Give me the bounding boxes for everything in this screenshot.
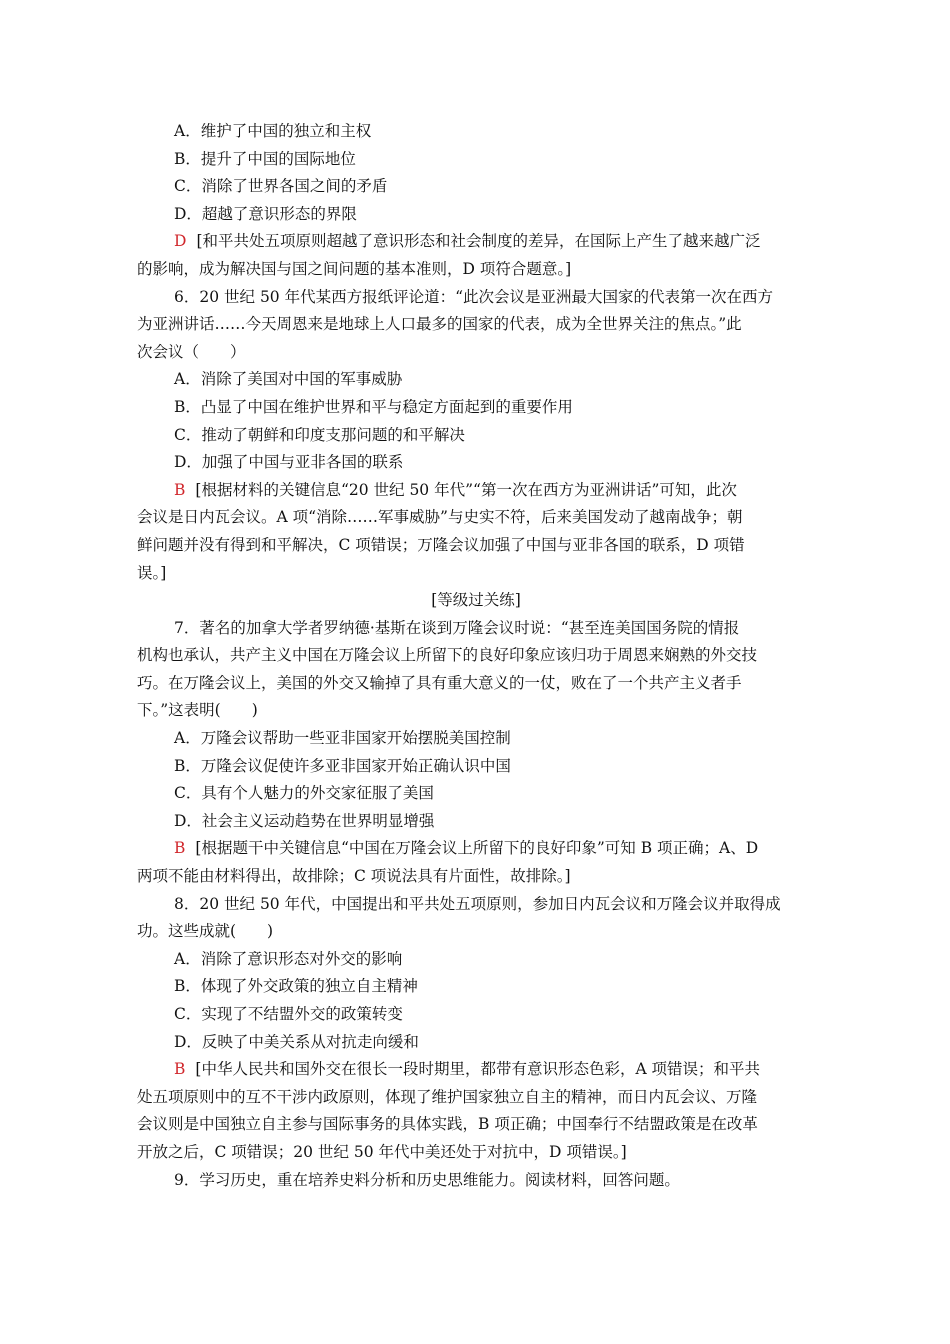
option-d: D．超越了意识形态的界限 (174, 204, 357, 223)
option-c: C．消除了世界各国之间的矛盾 (174, 177, 388, 196)
question-stem: 9．学习历史，重在培养史料分析和历史思维能力。阅读材料，回答问题。 (174, 1170, 680, 1189)
answer-letter: B (174, 480, 186, 499)
explanation-text: [根据题干中关键信息“中国在万隆会议上所留下的良好印象”可知 B 项正确；A、D (195, 839, 759, 858)
option-b: B．凸显了中国在维护世界和平与稳定方面起到的重要作用 (174, 397, 573, 416)
document-body (137, 118, 815, 1194)
option-d: D．社会主义运动趋势在世界明显增强 (174, 811, 435, 830)
option-a: A．万隆会议帮助一些亚非国家开始摆脱美国控制 (174, 729, 511, 748)
question-stem: 6．20 世纪 50 年代某西方报纸评论道：“此次会议是亚洲最大国家的代表第一次在西方 (174, 287, 774, 306)
explanation-line: 会议则是中国独立自主参与国际事务的具体实践，B 项正确；中国奉行不结盟政策是在改革 (137, 1115, 758, 1134)
explanation-line: 两项不能由材料得出，故排除；C 项说法具有片面性，故排除。] (137, 867, 571, 886)
option-d: D．加强了中国与亚非各国的联系 (174, 453, 404, 472)
question-stem: 7．著名的加拿大学者罗纳德·基斯在谈到万隆会议时说：“甚至连美国国务院的情报 (174, 618, 740, 637)
explanation-line (137, 228, 815, 256)
section-title: [等级过关练] (431, 591, 521, 610)
option-d: D．反映了中美关系从对抗走向缓和 (174, 1032, 419, 1051)
explanation-line: 会议是日内瓦会议。A 项“消除……军事威胁”与史实不符，后来美国发动了越南战争；朝 (137, 508, 743, 527)
explanation-line: 误。] (137, 563, 167, 582)
question-stem: 次会议（ ） (137, 342, 246, 361)
question-stem: 功。这些成就( ) (137, 922, 274, 941)
answer-letter: B (174, 1060, 186, 1079)
explanation-text: [和平共处五项原则超越了意识形态和社会制度的差异，在国际上产生了越来越广泛 (196, 232, 761, 251)
question-stem: 8．20 世纪 50 年代，中国提出和平共处五项原则，参加日内瓦会议和万隆会议并取得成 (174, 894, 781, 913)
explanation-text: [根据材料的关键信息“20 世纪 50 年代”“第一次在西方为亚洲讲话”可知，此次 (195, 480, 737, 499)
answer-letter: D (174, 232, 187, 251)
question-9 (137, 1167, 815, 1195)
answer-letter: B (174, 839, 186, 858)
explanation-line (137, 477, 815, 505)
option-c: C．推动了朝鲜和印度支那问题的和平解决 (174, 425, 465, 444)
question-8 (137, 891, 815, 1167)
explanation-text: [中华人民共和国外交在很长一段时期里，都带有意识形态色彩，A 项错误；和平共 (195, 1060, 761, 1079)
explanation-line: 的影响，成为解决国与国之间问题的基本准则，D 项符合题意。] (137, 259, 572, 278)
option-a: A．维护了中国的独立和主权 (174, 122, 372, 140)
question-7 (137, 615, 815, 891)
question-5 (137, 118, 815, 284)
explanation-line: 开放之后，C 项错误；20 世纪 50 年代中美还处于对抗中，D 项错误。] (137, 1142, 627, 1161)
option-a: A．消除了意识形态对外交的影响 (174, 949, 403, 968)
question-stem: 巧。在万隆会议上，美国的外交又输掉了具有重大意义的一仗，败在了一个共产主义者手 (137, 673, 742, 692)
option-a: A．消除了美国对中国的军事威胁 (174, 370, 403, 389)
option-b: B．提升了中国的国际地位 (174, 149, 356, 168)
explanation-line: 鲜问题并没有得到和平解决，C 项错误；万隆会议加强了中国与亚非各国的联系，D 项错 (137, 535, 745, 554)
explanation-line: 处五项原则中的互不干涉内政原则，体现了维护国家独立自主的精神，而日内瓦会议、万隆 (137, 1087, 758, 1106)
question-stem: 下。”这表明( ) (137, 701, 258, 720)
question-stem: 为亚洲讲话……今天周恩来是地球上人口最多的国家的代表，成为全世界关注的焦点。”此 (137, 315, 742, 334)
option-c: C．具有个人魅力的外交家征服了美国 (174, 784, 434, 803)
option-b: B．万隆会议促使许多亚非国家开始正确认识中国 (174, 756, 511, 775)
option-b: B．体现了外交政策的独立自主精神 (174, 977, 418, 996)
explanation-line (137, 835, 815, 863)
option-c: C．实现了不结盟外交的政策转变 (174, 1005, 403, 1023)
question-6 (137, 284, 815, 588)
explanation-line (137, 1056, 815, 1084)
question-stem: 机构也承认，共产主义中国在万隆会议上所留下的良好印象应该归功于周恩来娴熟的外交技 (137, 646, 758, 665)
